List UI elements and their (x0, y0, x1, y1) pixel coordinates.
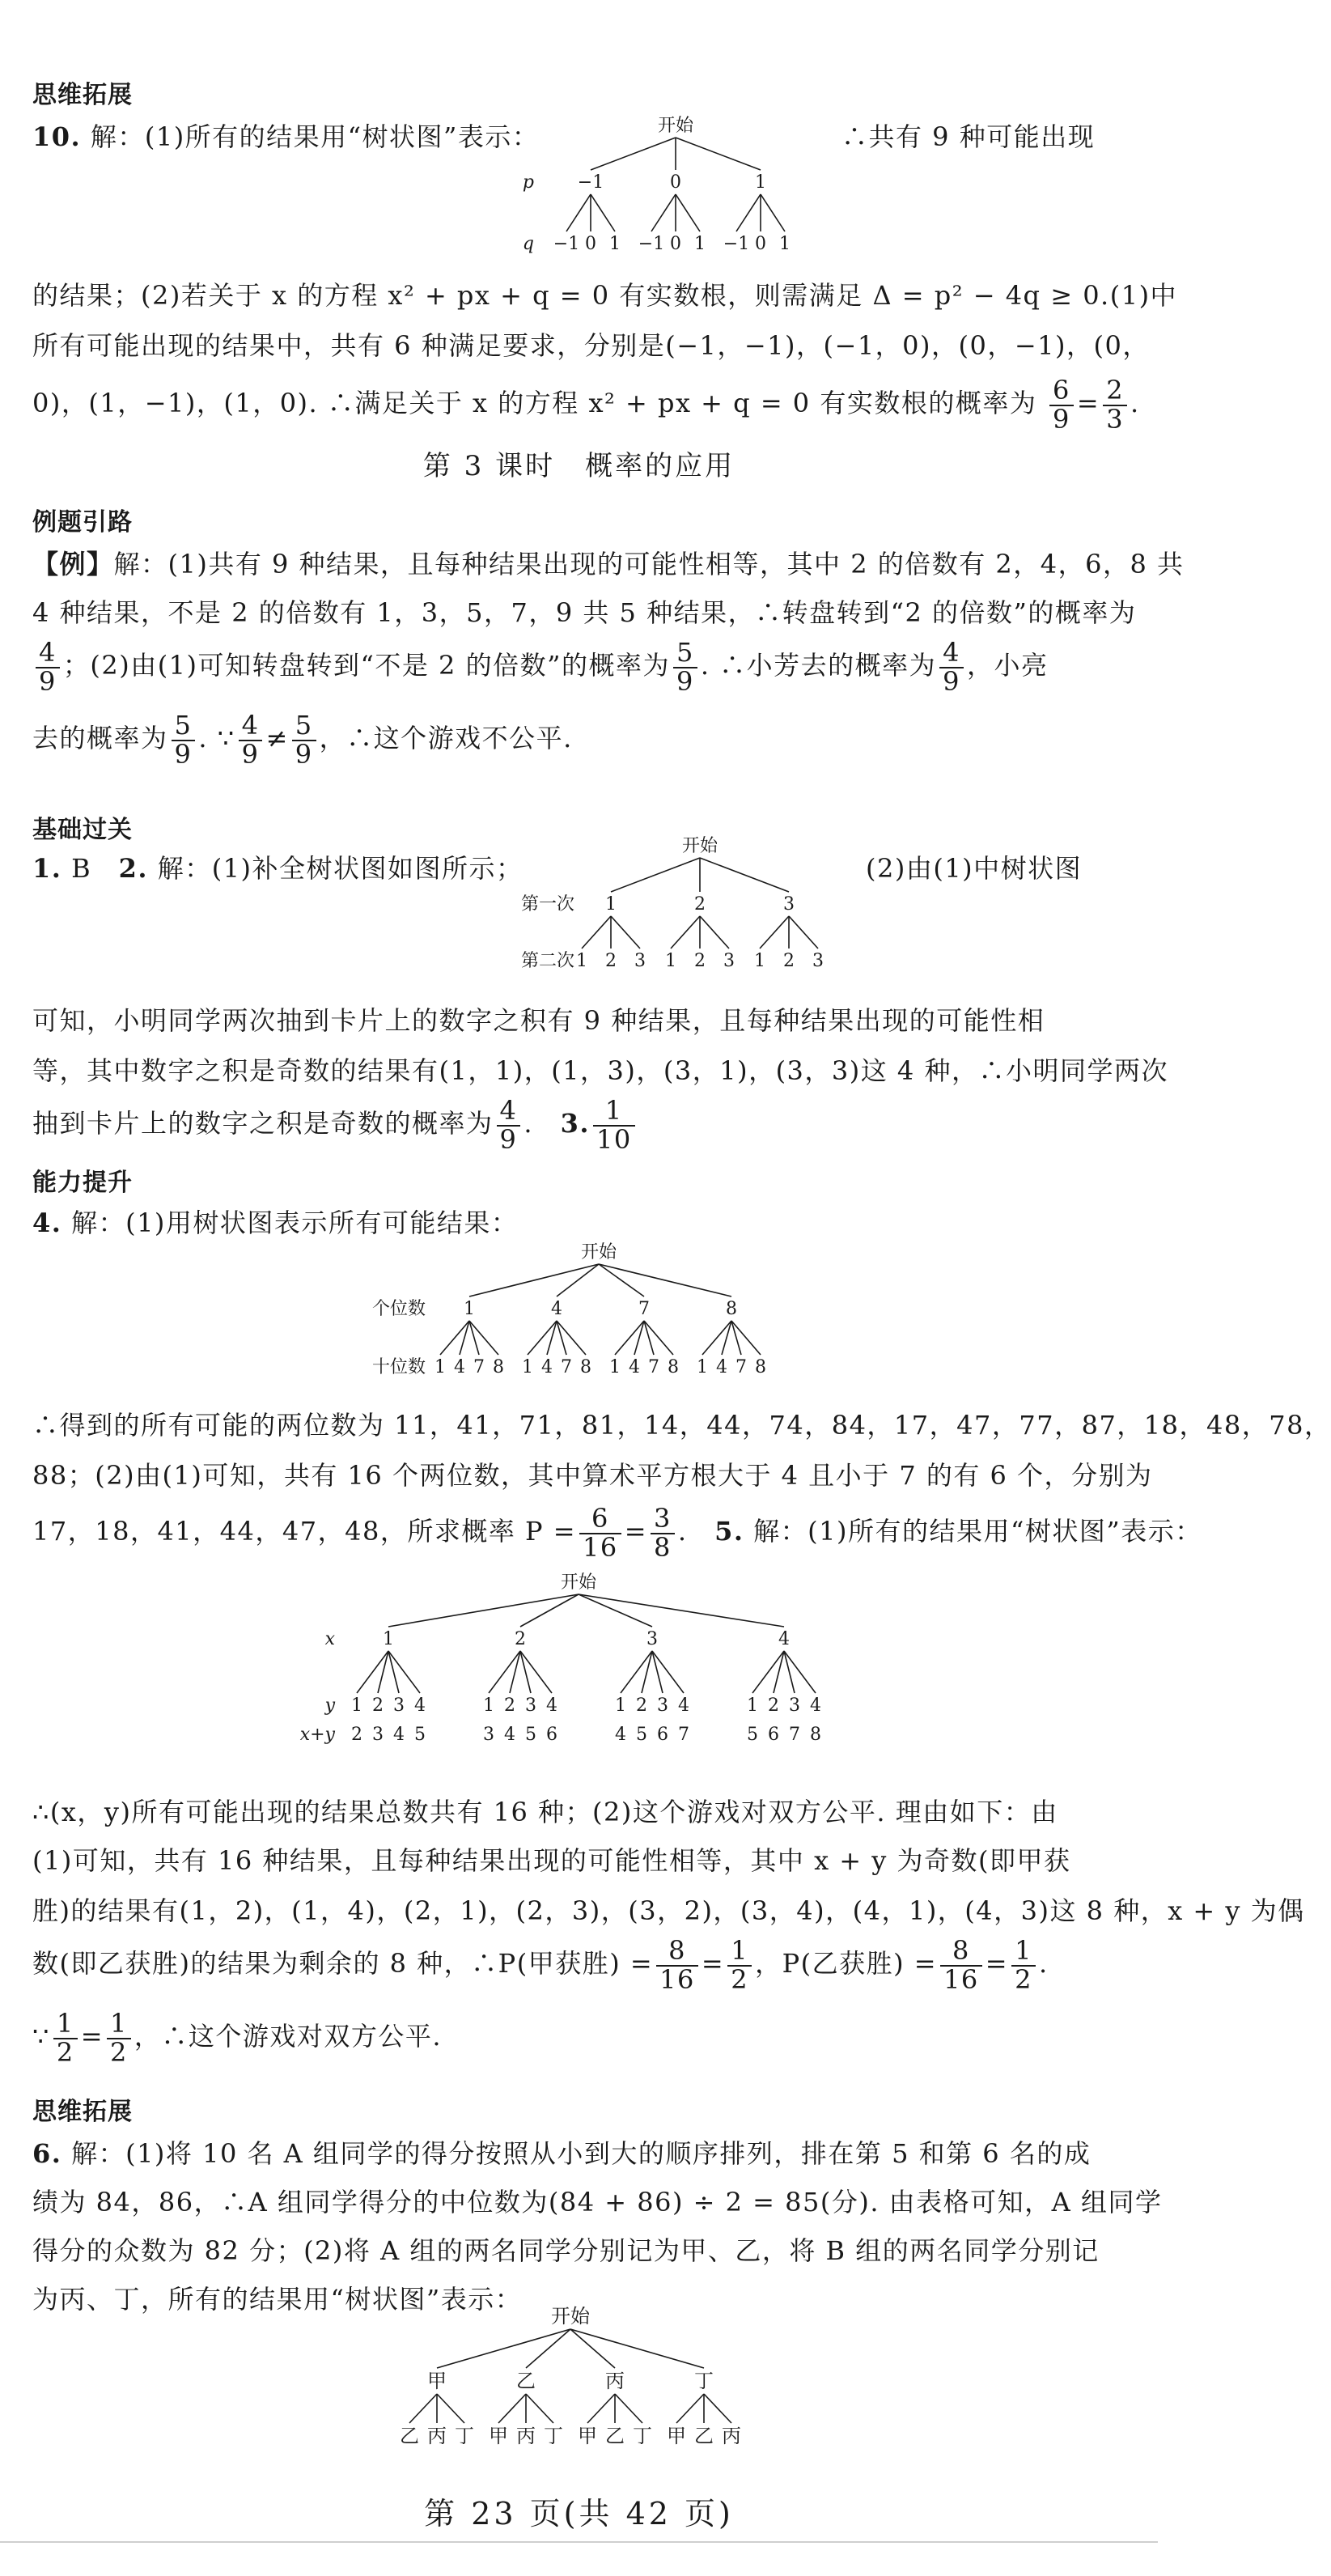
tree-level2-node: 7 (473, 1357, 485, 1377)
q10-after: ∴共有 9 种可能出现 (841, 121, 1096, 152)
tree-level1-node: 8 (726, 1299, 737, 1319)
fraction (656, 1937, 698, 1993)
tree-level2-node: 3 (634, 951, 646, 971)
text: ；(2)由(1)可知转盘转到“不是 2 的倍数”的概率为 (62, 650, 670, 681)
tree-sum-node: 8 (810, 1725, 821, 1745)
tree-level2-node: 丙 (427, 2425, 447, 2447)
equals: = (985, 1948, 1009, 1980)
tree-sum-node: 4 (393, 1725, 405, 1745)
text: ，∴这个游戏对双方公平. (134, 2021, 443, 2052)
numerator: 1 (107, 2010, 131, 2039)
period: . (1130, 388, 1140, 419)
tree-level2-node: 丙 (516, 2425, 536, 2447)
tree-level2-node: 1 (747, 1695, 758, 1716)
tree-level2-node: 4 (546, 1695, 557, 1716)
tree-level1-node: 1 (605, 894, 617, 915)
q10-line4-text: 0)，(1，−1)，(1，0). ∴满足关于 x 的方程 x² + px + q = 0 有实数根的概率为 (32, 388, 1037, 419)
q2-intro: 解：(1)补全树状图如图所示； (148, 853, 523, 884)
tree-level2-node: 2 (504, 1695, 515, 1716)
section-heading-example: 例题引路 (32, 508, 133, 537)
section-heading-ability: 能力提升 (32, 1169, 133, 1197)
fraction (939, 639, 964, 695)
tree-level2-node: −1 (553, 234, 580, 254)
ability-line4 (32, 1503, 1202, 1563)
tree-row-label: y (324, 1695, 335, 1716)
tree-level1-node: 甲 (427, 2370, 447, 2392)
text: . (523, 1108, 561, 1139)
numerator: 5 (292, 712, 316, 741)
tree-level2-node: 4 (810, 1695, 821, 1716)
tree-level2-node: 2 (372, 1695, 384, 1716)
basic-line3: 等，其中数字之积是奇数的结果有(1，1)，(1，3)，(3，1)，(3，3)这 4 种，∴小明同学两次 (32, 1055, 1168, 1086)
think-line3: 得分的众数为 82 分；(2)将 A 组的两名同学分别记为甲、乙，将 B 组的两名同学分别记 (32, 2235, 1100, 2266)
basic-line4 (32, 1097, 1133, 1153)
tree-level2-node: 1 (754, 951, 765, 971)
tree-sum-node: 6 (768, 1725, 779, 1745)
tree-branch (615, 2394, 642, 2423)
tree-level2-node: 4 (678, 1695, 689, 1716)
q10-line4 (32, 375, 1140, 435)
tree-branch (526, 2394, 553, 2423)
denominator: 16 (659, 1963, 695, 1995)
tree-level2-node: 丙 (722, 2425, 741, 2447)
tree-sum-node: 7 (678, 1725, 689, 1745)
denominator: 2 (731, 1963, 749, 1995)
denominator: 9 (499, 1123, 518, 1155)
tree-level1-node: 3 (783, 894, 795, 915)
denominator: 3 (1106, 403, 1125, 435)
tree-level2-node: 4 (541, 1357, 553, 1377)
tree-row-label: q (522, 234, 534, 254)
tree-level1-node: 2 (515, 1629, 526, 1649)
text: 去的概率为 (32, 723, 168, 754)
tree-level2-node: 1 (779, 234, 791, 254)
tree-level2-node: 1 (609, 234, 621, 254)
numerator: 5 (172, 712, 196, 741)
tree-level2-node: 7 (648, 1357, 659, 1377)
tree-branch (599, 1264, 644, 1296)
example-line3 (32, 639, 1133, 695)
lesson-title: 第 3 课时 概率的应用 (422, 450, 735, 482)
numerator: 4 (239, 712, 263, 741)
tree-branch (409, 2394, 437, 2423)
numerator: 1 (593, 1097, 635, 1127)
text: ，P(乙获胜) = (755, 1948, 938, 1980)
tree-level2-node: 3 (525, 1695, 536, 1716)
tree-level1-node: −1 (577, 172, 604, 193)
tree-sum-node: 2 (351, 1725, 362, 1745)
fraction (1049, 377, 1074, 433)
numerator: 1 (1011, 1937, 1036, 1967)
tree-sum-node: 3 (372, 1725, 384, 1745)
think-line4: 为丙、丁，所有的结果用“树状图”表示： (32, 2284, 523, 2315)
section-heading-thinking-2: 思维拓展 (32, 2098, 133, 2126)
tree-branch (469, 1264, 599, 1296)
text: . (677, 1516, 715, 1547)
ability-line9 (32, 2010, 1133, 2066)
fraction (673, 639, 697, 695)
tree-diagram-cards (485, 834, 841, 987)
tree-level2-node: 2 (605, 951, 617, 971)
tree-sum-node: 4 (615, 1725, 626, 1745)
numerator: 3 (651, 1505, 675, 1534)
tree-level2-node: 4 (716, 1357, 727, 1377)
page-footer: 第 23 页(共 42 页) (424, 2496, 734, 2531)
tree-level2-node: 1 (483, 1695, 494, 1716)
equals: = (701, 1948, 725, 1980)
tree-root-label: 开始 (681, 836, 718, 856)
q10-intro-text: 解：(1)所有的结果用“树状图”表示： (81, 121, 540, 152)
q6-intro: 解：(1)将 10 名 A 组同学的得分按照从小到大的顺序排列，排在第 5 和第 6 名的成 (61, 2138, 1092, 2169)
tree-sum-node: 5 (636, 1725, 647, 1745)
q3-number: 3. (560, 1108, 590, 1139)
tree-branch (761, 194, 785, 231)
think-line1 (32, 2133, 1133, 2171)
denominator: 9 (295, 738, 313, 770)
ability-line2: ∴得到的所有可能的两位数为 11，41，71，81，14，44，74，84，17，47，77，87，18，48，78， (32, 1410, 1331, 1441)
tree-branch (676, 138, 761, 170)
tree-level2-node: 0 (670, 234, 681, 254)
tree-branch (700, 858, 789, 892)
denominator: 8 (654, 1531, 672, 1563)
basic-line2: 可知，小明同学两次抽到卡片上的数字之积有 9 种结果，且每种结果出现的可能性相 (32, 1005, 1045, 1036)
tree-branch (591, 194, 615, 231)
text: 抽到卡片上的数字之积是奇数的概率为 (32, 1108, 494, 1139)
q5-intro: 解：(1)所有的结果用“树状图”表示： (744, 1516, 1202, 1547)
tree-level2-node: −1 (723, 234, 750, 254)
tree-level2-node: 2 (783, 951, 795, 971)
tree-level2-node: 0 (585, 234, 596, 254)
tree-sum-node: 6 (657, 1725, 668, 1745)
fraction (651, 1505, 675, 1561)
tree-level2-node: 甲 (667, 2425, 686, 2447)
tree-sum-node: 5 (525, 1725, 536, 1745)
equals: = (624, 1516, 648, 1547)
denominator: 10 (596, 1123, 632, 1155)
example-tag: 【例】 (32, 549, 114, 579)
tree-row-label: 十位数 (371, 1357, 426, 1377)
tree-level1-node: 丁 (694, 2370, 714, 2392)
tree-level2-node: 1 (351, 1695, 362, 1716)
tree-branch (570, 2329, 704, 2368)
tree-branch (437, 2329, 570, 2368)
text: ，小亮 (967, 650, 1049, 681)
tree-branch (676, 2394, 704, 2423)
tree-level2-node: 甲 (578, 2425, 597, 2447)
q10-line2: 的结果；(2)若关于 x 的方程 x² + px + q = 0 有实数根，则需满足 Δ = p² − 4q ≥ 0.(1)中 (32, 280, 1178, 311)
fraction (107, 2010, 131, 2066)
numerator: 4 (36, 639, 60, 668)
ability-line7: 胜)的结果有(1，2)，(1，4)，(2，1)，(2，3)，(3，2)，(3，4)，(4，1)，(4，3)这 8 种，x + y 为偶 (32, 1895, 1305, 1926)
fraction (53, 2010, 78, 2066)
tree-level2-node: 7 (561, 1357, 572, 1377)
tree-level2-node: 1 (609, 1357, 621, 1377)
tree-level2-node: 1 (665, 951, 676, 971)
ability-line6: (1)可知，共有 16 种结果，且每种结果出现的可能性相等，其中 x + y 为奇数(即甲获 (32, 1845, 1071, 1876)
tree-sum-node: 6 (546, 1725, 557, 1745)
tree-branch (579, 1594, 784, 1627)
tree-branch (437, 2394, 464, 2423)
denominator: 9 (39, 665, 57, 697)
tree-level1-node: 丙 (605, 2370, 625, 2392)
q10-line3: 所有可能出现的结果中，共有 6 种满足要求，分别是(−1，−1)，(−1，0)，(0，−1)，(0， (32, 330, 1150, 361)
fraction (292, 712, 316, 768)
tree-level2-node: 4 (454, 1357, 465, 1377)
q4-number: 4. (32, 1207, 62, 1238)
tree-branch (566, 194, 591, 231)
tree-diagram-digits (356, 1240, 809, 1394)
fraction (497, 1097, 521, 1153)
q1-answer: B (61, 853, 119, 884)
tree-row-label: p (522, 172, 534, 193)
tree-level2-node: 丁 (633, 2425, 652, 2447)
fraction (1011, 1937, 1036, 1993)
q5-number: 5. (714, 1516, 744, 1547)
tree-level2-node: 乙 (694, 2425, 714, 2447)
tree-level2-node: 乙 (605, 2425, 625, 2447)
fraction (727, 1937, 752, 1993)
think-line2: 绩为 84，86，∴A 组同学得分的中位数为(84 + 86) ÷ 2 = 85(分). 由表格可知，A 组同学 (32, 2187, 1163, 2217)
tree-sum-node: 7 (789, 1725, 800, 1745)
tree-level1-node: 2 (694, 894, 706, 915)
denominator: 2 (110, 2036, 128, 2068)
tree-level1-node: 1 (755, 172, 766, 193)
tree-branch (587, 2394, 615, 2423)
tree-level2-node: 3 (812, 951, 824, 971)
tree-level2-node: −1 (638, 234, 665, 254)
tree-diagram-xy (299, 1570, 866, 1780)
denominator: 9 (1053, 403, 1070, 435)
tree-level2-node: 0 (755, 234, 766, 254)
tree-sum-node: 4 (504, 1725, 515, 1745)
tree-level2-node: 8 (580, 1357, 591, 1377)
tree-branch (736, 194, 761, 231)
fraction (36, 639, 60, 695)
q4-intro: 解：(1)用树状图表示所有可能结果： (61, 1207, 519, 1238)
equals: = (80, 2021, 104, 2052)
denominator: 9 (174, 738, 193, 770)
ability-line5: ∴(x，y)所有可能出现的结果总数共有 16 种；(2)这个游戏对双方公平. 理由如下：由 (32, 1797, 1058, 1827)
tree-branch (700, 916, 729, 948)
tree-level2-node: 8 (755, 1357, 766, 1377)
tree-level2-node: 3 (657, 1695, 668, 1716)
numerator: 4 (497, 1097, 521, 1127)
q10-number: 10. (32, 121, 82, 152)
example-line1-text: 解：(1)共有 9 种结果，且每种结果出现的可能性相等，其中 2 的倍数有 2，4，6，8 共 (113, 549, 1185, 579)
denominator: 16 (583, 1531, 618, 1563)
tree-branch (704, 2394, 731, 2423)
ability-line3: 88；(2)由(1)可知，共有 16 个两位数，其中算术平方根大于 4 且小于 7 的有 6 个，分别为 (32, 1460, 1153, 1491)
tree-level2-node: 3 (789, 1695, 800, 1716)
tree-level2-node: 4 (414, 1695, 426, 1716)
tree-sum-node: 5 (747, 1725, 758, 1745)
tree-level2-node: 丁 (455, 2425, 474, 2447)
tree-row-label: 个位数 (371, 1299, 426, 1319)
numerator: 1 (53, 2010, 78, 2039)
tree-branch (760, 916, 789, 948)
q2-number: 2. (118, 853, 149, 884)
denominator: 9 (676, 665, 694, 697)
denominator: 16 (943, 1963, 979, 1995)
tree-branch (611, 858, 700, 892)
tree-level1-node: 乙 (516, 2370, 536, 2392)
tree-level2-node: 1 (615, 1695, 626, 1716)
tree-row-label: 第一次 (520, 894, 574, 915)
tree-root-label: 开始 (580, 1242, 617, 1263)
text: 数(即乙获胜)的结果为剩余的 8 种，∴P(甲获胜) = (32, 1948, 654, 1980)
tree-level2-node: 2 (768, 1695, 779, 1716)
denominator: 9 (943, 665, 961, 697)
tree-branch (579, 1594, 652, 1627)
tree-level1-node: 1 (464, 1299, 475, 1319)
tree-level2-node: 甲 (489, 2425, 508, 2447)
tree-level2-node: 8 (493, 1357, 504, 1377)
denominator: 2 (1015, 1963, 1032, 1995)
numerator: 1 (727, 1937, 752, 1967)
numerator: 5 (673, 639, 697, 668)
fraction (172, 712, 196, 768)
tree-branch (591, 138, 676, 170)
tree-level2-node: 1 (522, 1357, 533, 1377)
tree-level2-node: 丁 (544, 2425, 563, 2447)
equals: = (1076, 388, 1100, 419)
tree-level2-node: 1 (434, 1357, 446, 1377)
basic-line1-right: (2)由(1)中树状图 (866, 853, 1083, 884)
fraction (940, 1937, 982, 1993)
tree-branch (582, 916, 611, 948)
tree-level2-node: 2 (636, 1695, 647, 1716)
ability-line8 (32, 1937, 1133, 1993)
text: . ∵ (198, 723, 235, 754)
fraction (579, 1505, 621, 1561)
section-heading-basic: 基础过关 (32, 816, 133, 844)
q1-number: 1. (32, 853, 62, 884)
tree-root-label: 开始 (560, 1572, 597, 1593)
tree-level2-node: 乙 (400, 2425, 419, 2447)
tree-branch (789, 916, 818, 948)
numerator: 6 (579, 1505, 621, 1534)
numerator: 8 (656, 1937, 698, 1967)
text: . ∴小芳去的概率为 (700, 650, 937, 681)
fraction (239, 712, 263, 768)
fraction (593, 1097, 635, 1153)
tree-level2-node: 1 (576, 951, 587, 971)
tree-root-label: 开始 (551, 2305, 590, 2328)
tree-level2-node: 1 (697, 1357, 708, 1377)
numerator: 6 (1049, 377, 1074, 406)
tree-diagram-pq (485, 113, 825, 259)
tree-sum-node: 5 (414, 1725, 426, 1745)
tree-branch (651, 194, 676, 231)
not-equal: ≠ (265, 723, 289, 754)
tree-level1-node: 3 (646, 1629, 658, 1649)
example-line1 (32, 544, 1185, 581)
tree-sum-node: 3 (483, 1725, 494, 1745)
denominator: 2 (56, 2036, 74, 2068)
tree-diagram-students (380, 2298, 785, 2452)
text: . (1038, 1948, 1049, 1980)
tree-level2-node: 4 (629, 1357, 640, 1377)
q6-number: 6. (32, 2138, 62, 2169)
tree-level2-node: 1 (694, 234, 706, 254)
tree-level1-node: 4 (551, 1299, 562, 1319)
denominator: 9 (241, 738, 260, 770)
tree-row-label: x (324, 1629, 335, 1649)
numerator: 2 (1103, 377, 1127, 406)
text: ，∴这个游戏不公平. (319, 723, 573, 754)
tree-row-label: 第二次 (520, 951, 574, 971)
example-line4 (32, 712, 1133, 768)
ability-line1 (32, 1203, 1133, 1240)
numerator: 4 (939, 639, 964, 668)
tree-branch (671, 916, 700, 948)
fraction (1103, 377, 1127, 433)
tree-level1-node: 4 (778, 1629, 790, 1649)
tree-branch (611, 916, 640, 948)
tree-level2-node: 3 (723, 951, 735, 971)
tree-row-label: x+y (299, 1725, 335, 1745)
tree-level1-node: 7 (638, 1299, 650, 1319)
tree-level1-node: 0 (670, 172, 681, 193)
text: 17，18，41，44，47，48，所求概率 P = (32, 1516, 577, 1547)
tree-level2-node: 2 (694, 951, 706, 971)
tree-level2-node: 3 (393, 1695, 405, 1716)
tree-branch (498, 2394, 526, 2423)
tree-branch (676, 194, 700, 231)
section-heading-thinking: 思维拓展 (32, 81, 133, 109)
text: ∵ (32, 2021, 50, 2052)
tree-level1-node: 1 (383, 1629, 394, 1649)
tree-level2-node: 7 (735, 1357, 747, 1377)
tree-root-label: 开始 (657, 116, 694, 136)
tree-branch (599, 1264, 731, 1296)
example-line2: 4 种结果，不是 2 的倍数有 1，3，5，7，9 共 5 种结果，∴转盘转到“2 的倍数”的概率为 (32, 597, 1137, 628)
bottom-divider (0, 2541, 1158, 2543)
numerator: 8 (940, 1937, 982, 1967)
tree-level2-node: 8 (668, 1357, 679, 1377)
